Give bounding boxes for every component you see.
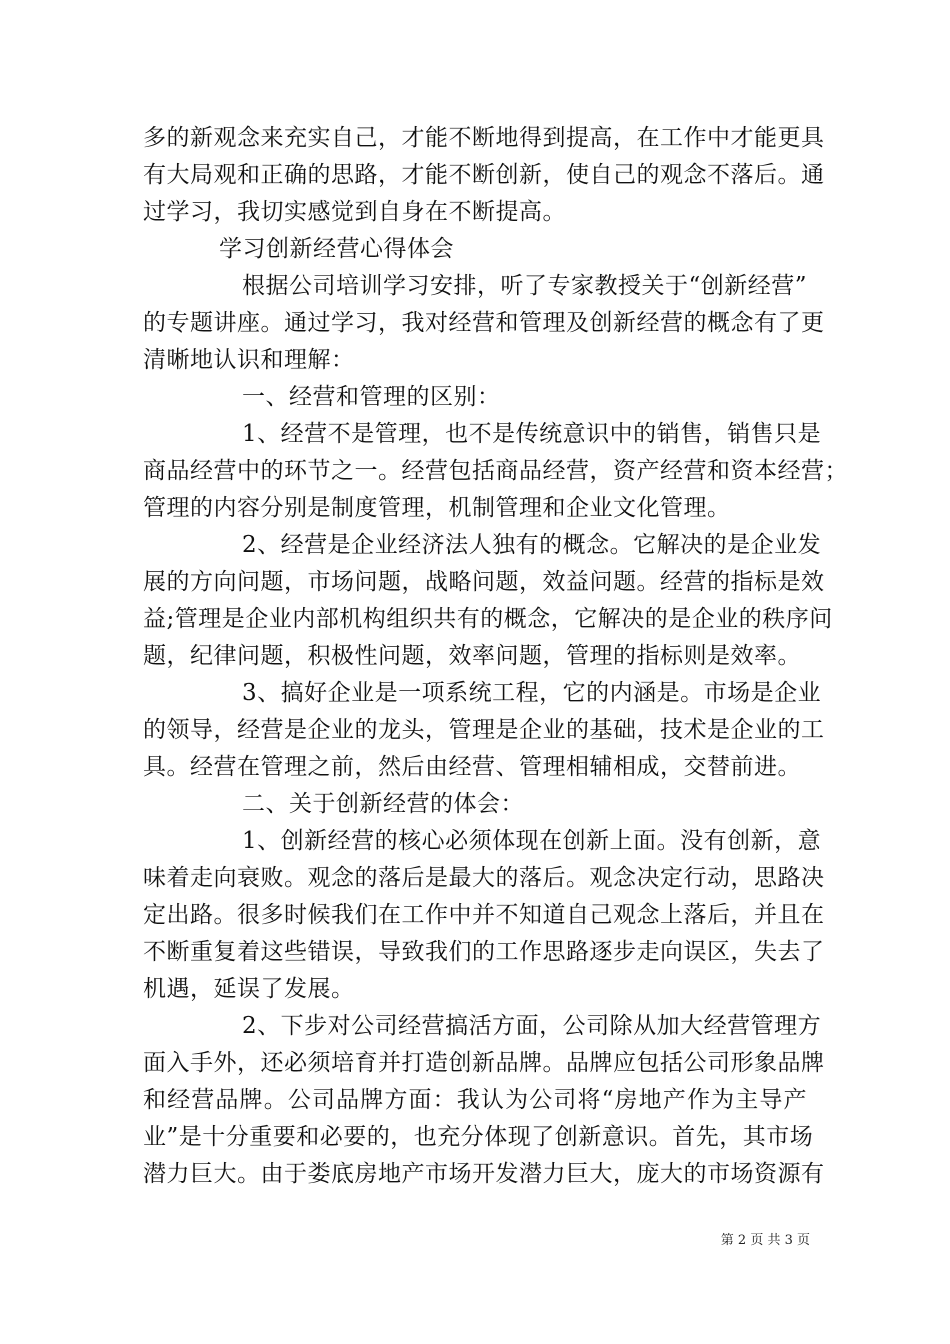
body-line: 管理的内容分别是制度管理，机制管理和企业文化管理。 [143, 495, 731, 521]
page-number-footer: 第 2 页 共 3 页 [720, 1233, 810, 1248]
body-line: 益;管理是企业内部机构组织共有的概念，它解决的是企业的秩序问 [143, 606, 833, 632]
body-line: 有大局观和正确的思路，才能不断创新，使自己的观念不落后。通 [143, 162, 825, 188]
body-line: 机遇，延误了发展。 [143, 976, 355, 1002]
body-line: 和经营品牌。公司品牌方面：我认为公司将“房地产作为主导产 [143, 1087, 807, 1113]
body-line: 1、创新经营的核心必须体现在创新上面。没有创新，意 [242, 828, 822, 854]
body-line: 不断重复着这些错误，导致我们的工作思路逐步走向误区，失去了 [143, 939, 825, 965]
body-line: 具。经营在管理之前，然后由经营、管理相辅相成，交替前进。 [143, 754, 801, 780]
body-line: 面入手外，还必须培育并打造创新品牌。品牌应包括公司形象品牌 [143, 1050, 825, 1076]
body-line: 潜力巨大。由于娄底房地产市场开发潜力巨大，庞大的市场资源有 [143, 1161, 825, 1187]
body-line: 题，纪律问题，积极性问题，效率问题，管理的指标则是效率。 [143, 643, 801, 669]
body-line: 1、经营不是管理，也不是传统意识中的销售，销售只是 [242, 421, 822, 447]
body-line: 业”是十分重要和必要的，也充分体现了创新意识。首先，其市场 [143, 1124, 814, 1150]
body-line: 过学习，我切实感觉到自身在不断提高。 [143, 199, 566, 225]
body-line: 多的新观念来充实自己，才能不断地得到提高，在工作中才能更具 [143, 125, 825, 151]
body-line: 根据公司培训学习安排，听了专家教授关于“创新经营” [242, 273, 808, 299]
section-heading: 二、关于创新经营的体会： [242, 791, 524, 817]
section-title: 学习创新经营心得体会 [219, 236, 454, 262]
body-line: 2、下步对公司经营搞活方面，公司除从加大经营管理方 [242, 1013, 822, 1039]
body-line: 的领导，经营是企业的龙头，管理是企业的基础，技术是企业的工 [143, 717, 825, 743]
body-line: 3、搞好企业是一项系统工程，它的内涵是。市场是企业 [242, 680, 822, 706]
section-heading: 一、经营和管理的区别： [242, 384, 501, 410]
body-line: 味着走向衰败。观念的落后是最大的落后。观念决定行动，思路决 [143, 865, 825, 891]
body-line: 商品经营中的环节之一。经营包括商品经营，资产经营和资本经营； [143, 458, 848, 484]
body-line: 定出路。很多时候我们在工作中并不知道自己观念上落后，并且在 [143, 902, 825, 928]
body-line: 的专题讲座。通过学习，我对经营和管理及创新经营的概念有了更 [143, 310, 825, 336]
body-line: 展的方向问题，市场问题，战略问题，效益问题。经营的指标是效 [143, 569, 825, 595]
body-line: 2、经营是企业经济法人独有的概念。它解决的是企业发 [242, 532, 822, 558]
body-line: 清晰地认识和理解： [143, 347, 355, 373]
